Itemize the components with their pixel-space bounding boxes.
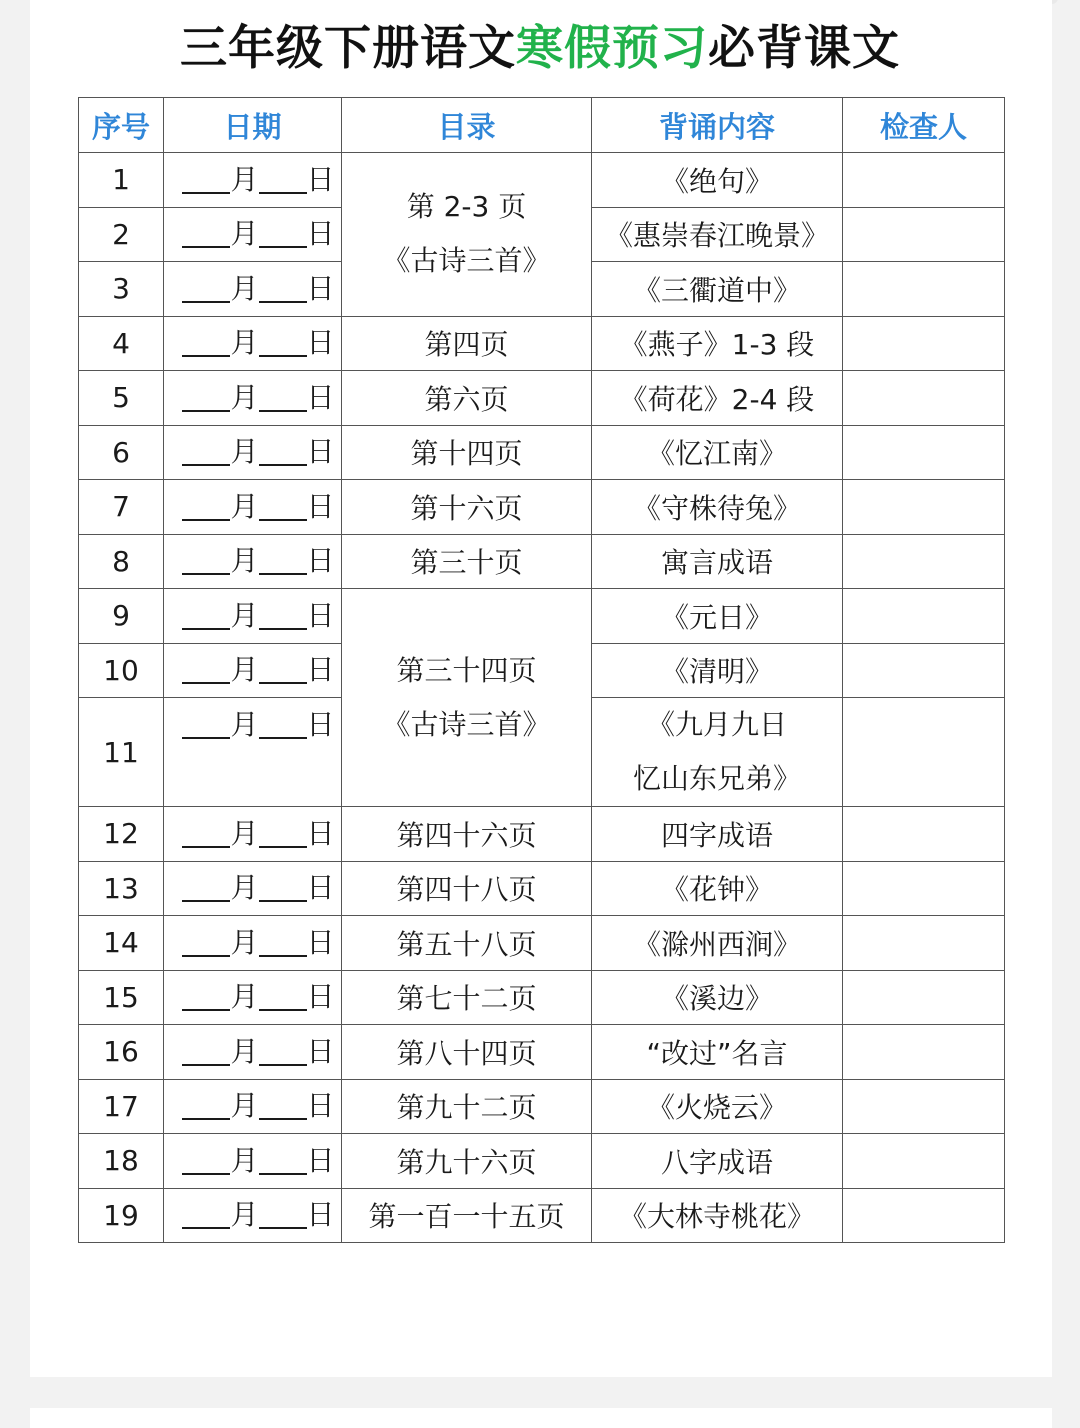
checker-cell[interactable] [843,262,1005,317]
row-number: 11 [79,698,164,807]
table-row [79,1079,1005,1134]
title-part-3: 必背课文 [708,21,900,76]
content-cell: 《绝句》 [592,153,843,208]
date-field[interactable]: 月 日 [164,1025,342,1080]
table-row [79,1188,1005,1243]
checker-cell[interactable] [843,207,1005,262]
table-row [79,589,1005,644]
table-row [79,425,1005,480]
content-cell: 四字成语 [592,807,843,862]
title-part-1: 三年级下册语文 [180,21,516,76]
content-cell: 《守株待兔》 [592,480,843,535]
table-row [79,861,1005,916]
date-field[interactable]: 月 日 [164,970,342,1025]
checker-cell[interactable] [843,480,1005,535]
row-number: 3 [79,262,164,317]
content-cell: 《惠崇春江晚景》 [592,207,843,262]
checker-cell[interactable] [843,916,1005,971]
content-cell: 《滁州西涧》 [592,916,843,971]
row-number: 13 [79,861,164,916]
catalog-cell: 第四页 [342,316,592,371]
page-title [0,14,1080,84]
date-field[interactable]: 月 日 [164,861,342,916]
row-number: 14 [79,916,164,971]
checker-cell[interactable] [843,534,1005,589]
checker-cell[interactable] [843,1188,1005,1243]
content-cell: 《大林寺桃花》 [592,1188,843,1243]
date-field[interactable]: 月 日 [164,1188,342,1243]
row-number: 2 [79,207,164,262]
row-number: 8 [79,534,164,589]
catalog-cell: 第三十页 [342,534,592,589]
table-row [79,1025,1005,1080]
content-cell: 寓言成语 [592,534,843,589]
catalog-cell: 第十四页 [342,425,592,480]
date-field[interactable]: 月 日 [164,316,342,371]
table-row [79,153,1005,208]
row-number: 17 [79,1079,164,1134]
catalog-cell: 第三十四页 《古诗三首》 [342,589,592,807]
checker-cell[interactable] [843,1134,1005,1189]
row-number: 18 [79,1134,164,1189]
checker-cell[interactable] [843,643,1005,698]
date-field[interactable]: 月 日 [164,153,342,208]
date-field[interactable]: 月 日 [164,916,342,971]
checker-cell[interactable] [843,589,1005,644]
content-cell: 《九月九日 忆山东兄弟》 [592,698,843,807]
content-cell: 《燕子》1-3 段 [592,316,843,371]
next-page-edge [30,1408,1052,1428]
checker-cell[interactable] [843,425,1005,480]
header-index: 序号 [79,98,164,153]
row-number: 7 [79,480,164,535]
date-field[interactable]: 月 日 [164,698,342,807]
row-number: 9 [79,589,164,644]
date-field[interactable]: 月 日 [164,262,342,317]
row-number: 1 [79,153,164,208]
catalog-cell: 第九十二页 [342,1079,592,1134]
table-header-row [79,98,1005,153]
catalog-cell: 第八十四页 [342,1025,592,1080]
date-field[interactable]: 月 日 [164,425,342,480]
date-field[interactable]: 月 日 [164,643,342,698]
catalog-cell: 第五十八页 [342,916,592,971]
checker-cell[interactable] [843,807,1005,862]
checker-cell[interactable] [843,970,1005,1025]
header-date: 日期 [164,98,342,153]
table-row [79,807,1005,862]
date-field[interactable]: 月 日 [164,371,342,426]
header-content: 背诵内容 [592,98,843,153]
checker-cell[interactable] [843,153,1005,208]
row-number: 19 [79,1188,164,1243]
catalog-cell: 第四十八页 [342,861,592,916]
checker-cell[interactable] [843,316,1005,371]
date-field[interactable]: 月 日 [164,807,342,862]
content-cell: 《荷花》2-4 段 [592,371,843,426]
content-cell: 《元日》 [592,589,843,644]
checker-cell[interactable] [843,1025,1005,1080]
content-cell: 《忆江南》 [592,425,843,480]
row-number: 15 [79,970,164,1025]
row-number: 16 [79,1025,164,1080]
content-cell: 《三衢道中》 [592,262,843,317]
date-field[interactable]: 月 日 [164,1134,342,1189]
checker-cell[interactable] [843,1079,1005,1134]
title-highlight: 寒假预习 [516,21,708,76]
recitation-table [78,97,1005,1243]
table-row [79,970,1005,1025]
row-number: 4 [79,316,164,371]
catalog-cell: 第一百一十五页 [342,1188,592,1243]
content-cell: “改过”名言 [592,1025,843,1080]
row-number: 5 [79,371,164,426]
table-row [79,534,1005,589]
content-cell: 《溪边》 [592,970,843,1025]
date-field[interactable]: 月 日 [164,534,342,589]
catalog-cell: 第七十二页 [342,970,592,1025]
table-row [79,1134,1005,1189]
date-field[interactable]: 月 日 [164,589,342,644]
content-cell: 《花钟》 [592,861,843,916]
table-row [79,480,1005,535]
checker-cell[interactable] [843,861,1005,916]
row-number: 6 [79,425,164,480]
date-field[interactable]: 月 日 [164,207,342,262]
table-row [79,316,1005,371]
catalog-cell: 第四十六页 [342,807,592,862]
date-field[interactable]: 月 日 [164,1079,342,1134]
catalog-cell: 第 2-3 页 《古诗三首》 [342,153,592,317]
content-cell: 《火烧云》 [592,1079,843,1134]
table-row [79,916,1005,971]
table-row [79,371,1005,426]
checker-cell[interactable] [843,698,1005,807]
row-number: 12 [79,807,164,862]
catalog-cell: 第六页 [342,371,592,426]
header-checker: 检查人 [843,98,1005,153]
content-cell: 《清明》 [592,643,843,698]
checker-cell[interactable] [843,371,1005,426]
header-catalog: 目录 [342,98,592,153]
content-cell: 八字成语 [592,1134,843,1189]
date-field[interactable]: 月 日 [164,480,342,535]
catalog-cell: 第九十六页 [342,1134,592,1189]
catalog-cell: 第十六页 [342,480,592,535]
row-number: 10 [79,643,164,698]
